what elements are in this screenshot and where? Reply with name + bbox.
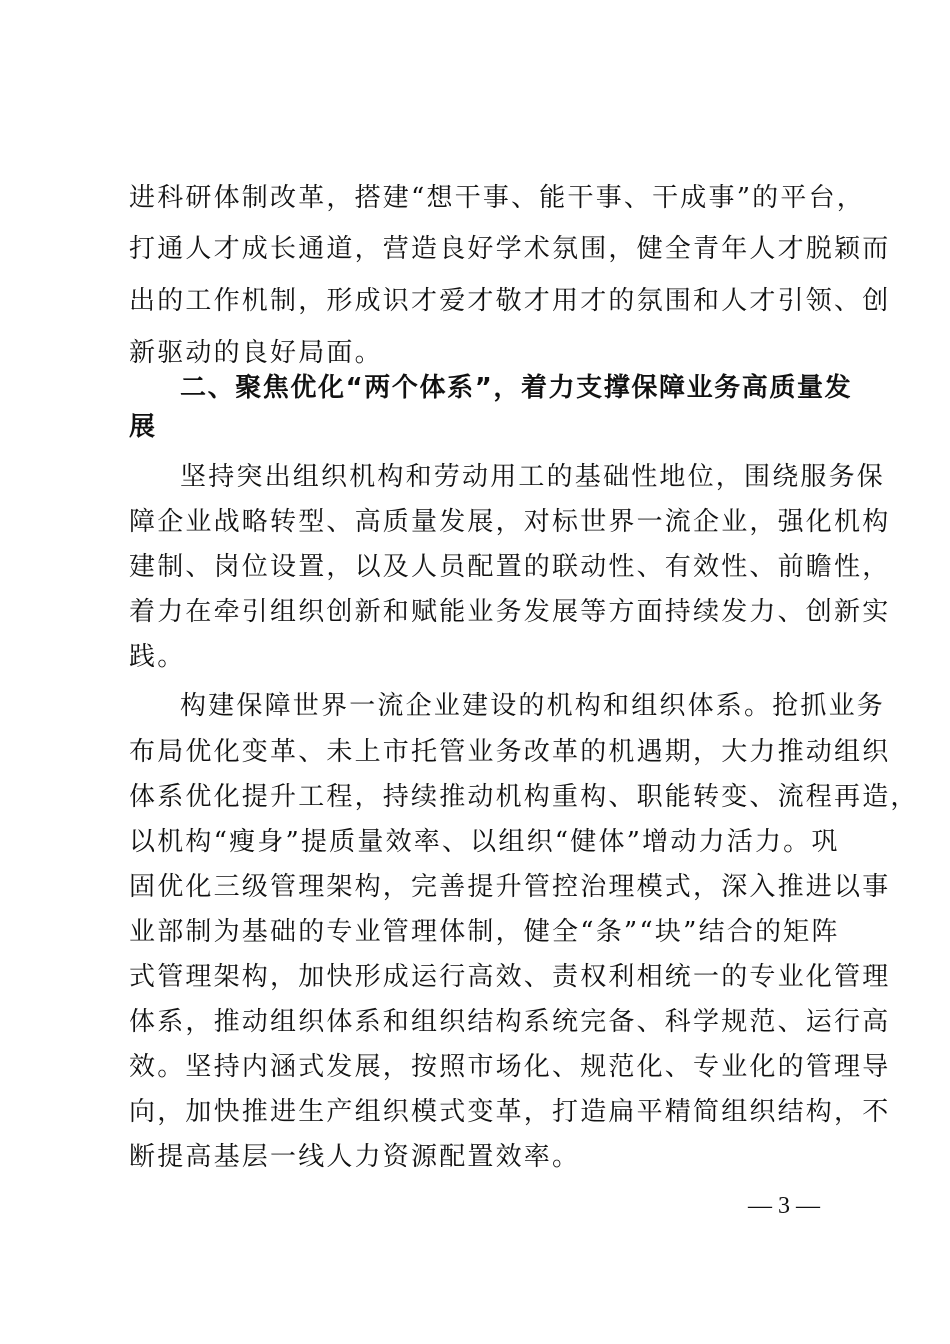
heading-line: 二、聚焦优化“两个体系”，着力支撑保障业务高质量发 — [180, 373, 853, 403]
text-line: 践。 — [129, 642, 186, 672]
text-line: 以机构“瘦身”提质量效率、以组织“健体”增动力活力。巩 — [129, 827, 840, 857]
text-line: 障企业战略转型、高质量发展，对标世界一流企业，强化机构 — [129, 507, 891, 537]
text-line: 坚持突出组织机构和劳动用工的基础性地位，围绕服务保 — [180, 462, 886, 492]
text-line: 进科研体制改革，搭建“想干事、能干事、干成事”的平台， — [129, 183, 865, 213]
text-line: 构建保障世界一流企业建设的机构和组织体系。抢抓业务 — [180, 691, 886, 721]
text-line: 效。坚持内涵式发展，按照市场化、规范化、专业化的管理导 — [129, 1052, 891, 1082]
text-line: 打通人才成长通道，营造良好学术氛围，健全青年人才脱颖而 — [129, 234, 891, 264]
text-line: 业部制为基础的专业管理体制，健全“条”“块”结合的矩阵 — [129, 917, 840, 947]
text-line: 新驱动的良好局面。 — [129, 338, 383, 368]
page-number: — 3 — — [748, 1193, 820, 1219]
text-line: 断提高基层一线人力资源配置效率。 — [129, 1142, 581, 1172]
text-line: 布局优化变革、未上市托管业务改革的机遇期，大力推动组织 — [129, 737, 891, 767]
text-line: 固优化三级管理架构，完善提升管控治理模式，深入推进以事 — [129, 872, 891, 902]
text-line: 式管理架构，加快形成运行高效、责权利相统一的专业化管理 — [129, 962, 891, 992]
text-line: 着力在牵引组织创新和赋能业务发展等方面持续发力、创新实 — [129, 597, 891, 627]
text-line: 出的工作机制，形成识才爱才敬才用才的氛围和人才引领、创 — [129, 286, 891, 316]
text-line: 向，加快推进生产组织模式变革，打造扁平精简组织结构，不 — [129, 1097, 891, 1127]
heading-line: 展 — [129, 412, 157, 442]
text-line: 体系优化提升工程，持续推动机构重构、职能转变、流程再造， — [129, 782, 919, 812]
text-line: 建制、岗位设置，以及人员配置的联动性、有效性、前瞻性， — [129, 552, 891, 582]
text-line: 体系，推动组织体系和组织结构系统完备、科学规范、运行高 — [129, 1007, 891, 1037]
